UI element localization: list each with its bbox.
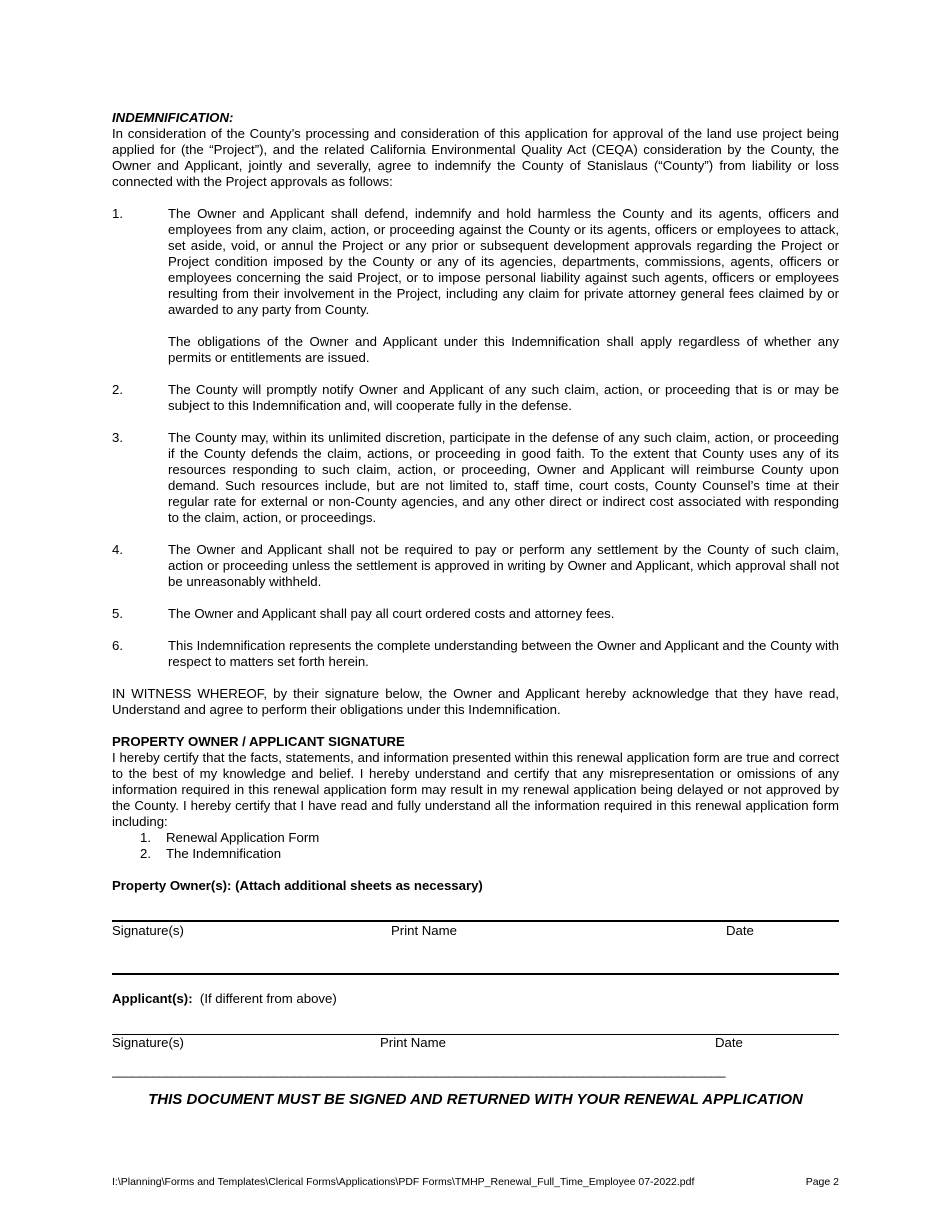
owner-signature-labels	[112, 923, 839, 939]
applicant-signature-labels	[112, 1035, 839, 1051]
item-number: 1.	[112, 206, 123, 221]
applicant-date-label: Date	[715, 1035, 743, 1050]
list-item	[112, 430, 839, 526]
item-text: The County will promptly notify Owner and Applicant of any such claim, action, or proceeding that is or may be subject to this Indemnification and, will cooperate fully in the defense.	[168, 382, 839, 413]
list-item	[112, 382, 839, 414]
item-number: 4.	[112, 542, 123, 557]
item-number: 5.	[112, 606, 123, 621]
final-notice: THIS DOCUMENT MUST BE SIGNED AND RETURNED WITH YOUR RENEWAL APPLICATION	[148, 1091, 803, 1108]
applicants-label	[112, 991, 839, 1007]
item-number: 2.	[112, 382, 123, 397]
applicants-label-bold: Applicant(s):	[112, 991, 193, 1006]
list-item	[112, 638, 839, 670]
list-item	[112, 542, 839, 590]
item-number: 2.	[140, 846, 151, 861]
owner-signature-line-2[interactable]	[112, 973, 839, 975]
item-text: The Owner and Applicant shall defend, indemnify and hold harmless the County and its agents, officers and employees from any claim, action, or proceeding against the County or its agents, officers or employees to attack, set aside, void, or annul the Project or any prior or subsequent development approvals regarding the Project or Project condition imposed by the County or any of its agencies, departments, commissions, agents, officers or employees concerning the said Project, or to impose personal liability against such agents, officers or employees resulting from their involvement in the Project, including any claim for private attorney general fees claimed by or awarded to any party from County.	[168, 206, 839, 317]
owners-label: Property Owner(s): (Attach additional sheets as necessary)	[112, 878, 483, 893]
certification-list	[140, 830, 839, 862]
item-number: 1.	[140, 830, 151, 845]
item-text: Renewal Application Form	[166, 830, 320, 845]
certification-text: I hereby certify that the facts, statements, and information presented within this renewal application form are true and correct to the best of my knowledge and belief. I hereby understand and certify that any misrepresentation or omissions of any information required in this renewal application form may result in my renewal application being delayed or not approved by the County. I hereby certify that I have read and fully understand all the information required in this renewal application form including:	[112, 750, 839, 829]
item-text: This Indemnification represents the complete understanding between the Owner and Applicant and the County with respect to matters set forth herein.	[168, 638, 839, 669]
item-text: The obligations of the Owner and Applicant under this Indemnification shall apply regardless of whether any permits or entitlements are issued.	[168, 334, 839, 365]
list-item	[140, 830, 839, 846]
owner-print-name-label: Print Name	[391, 923, 457, 938]
applicant-signature-label: Signature(s)	[112, 1035, 184, 1050]
indemnification-heading: INDEMNIFICATION:	[112, 110, 234, 125]
page-number: Page 2	[805, 1176, 839, 1188]
indemnification-list	[112, 206, 839, 670]
item-text: The Indemnification	[166, 846, 282, 861]
blank-line: ___________________________________________________________________________________________	[112, 1063, 725, 1078]
indemnification-intro: In consideration of the County’s processing and consideration of this application for approval of the land use project being applied for (the “Project”), and the related California Environmental Quality Act (CEQA) consideration by the County, the Owner and Applicant, jointly and severally, agree to indemnify the County of Stanislaus (“County”) from liability or loss connected with the Project approvals as follows:	[112, 126, 839, 189]
item-text: The County may, within its unlimited discretion, participate in the defense of any such claim, action, or proceeding if the County defends the claim, actions, or proceeding in good faith. To the extent that County uses any of its resources responding to such claim, action, or proceeding, Owner and Applicant will reimburse County upon demand. Such resources include, but are not limited to, staff time, court costs, County Counsel’s time at their regular rate for external or non-County agencies, and any other direct or indirect cost associated with responding to the claim, action, or proceedings.	[168, 430, 839, 525]
applicant-print-name-label: Print Name	[380, 1035, 446, 1050]
footer-path: I:\Planning\Forms and Templates\Clerical Forms\Applications\PDF Forms\TMHP_Renewal_Full_Time_Employee 07-2022.pdf	[112, 1176, 695, 1188]
item-text: The Owner and Applicant shall not be required to pay or perform any settlement by the County of such claim, action or proceeding unless the settlement is approved in writing by Owner and Applicant, which approval shall not be unreasonably withheld.	[168, 542, 839, 589]
list-item	[112, 606, 839, 622]
list-item	[140, 846, 839, 862]
document-page	[112, 110, 839, 1108]
item-number: 6.	[112, 638, 123, 653]
item-text: The Owner and Applicant shall pay all court ordered costs and attorney fees.	[168, 606, 615, 621]
witness-statement: IN WITNESS WHEREOF, by their signature below, the Owner and Applicant hereby acknowledge that they have read, Understand and agree to perform their obligations under this Indemnification.	[112, 686, 839, 717]
owner-date-label: Date	[726, 923, 754, 938]
applicants-label-note: (If different from above)	[192, 991, 337, 1006]
certification-heading: PROPERTY OWNER / APPLICANT SIGNATURE	[112, 734, 405, 749]
footer	[112, 1174, 839, 1190]
list-item	[112, 206, 839, 366]
item-number: 3.	[112, 430, 123, 445]
owner-signature-line[interactable]	[112, 920, 839, 922]
owner-signature-label: Signature(s)	[112, 923, 184, 938]
